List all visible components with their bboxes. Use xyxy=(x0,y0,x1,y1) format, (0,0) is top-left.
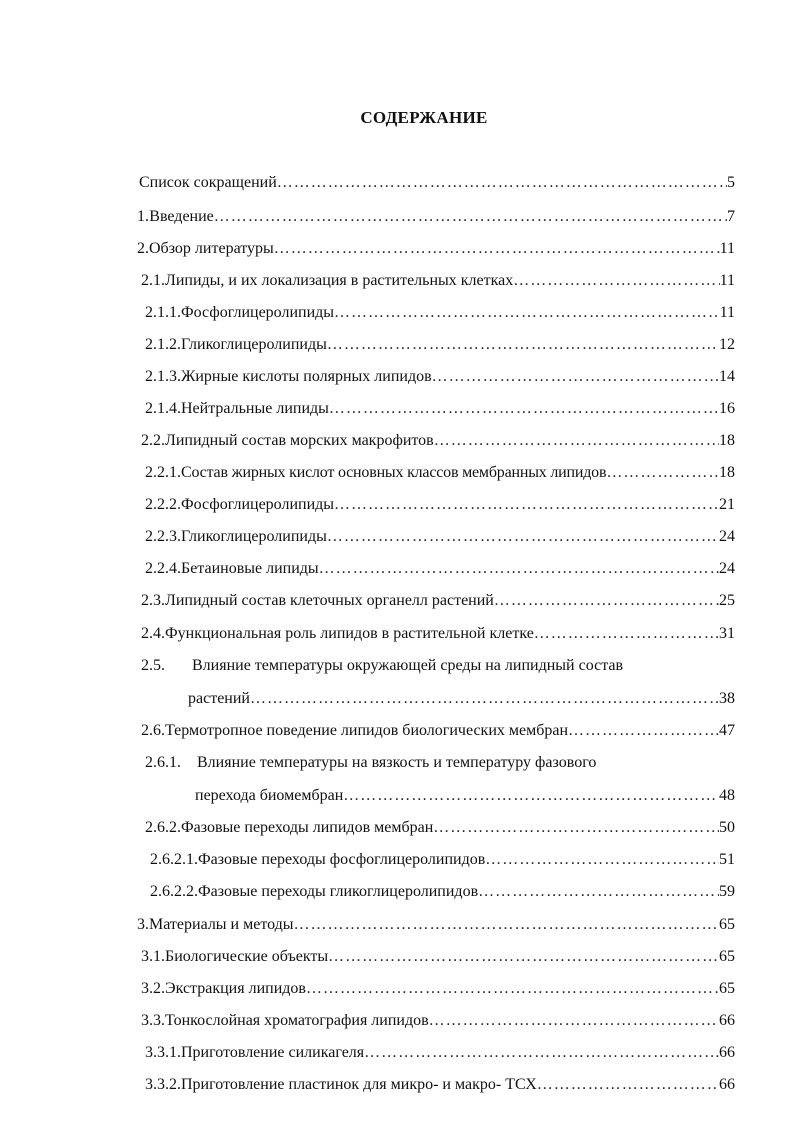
toc-leader-dots xyxy=(534,623,719,645)
toc-entry-label: Липидный состав морских макрофитов xyxy=(165,432,434,449)
toc-entry xyxy=(139,172,735,194)
toc-entry-page: 18 xyxy=(719,432,735,449)
toc-leader-dots xyxy=(274,238,720,260)
toc-entry-label: Состав жирных кислот основных классов мембранных липидов xyxy=(181,464,607,481)
toc-entry xyxy=(141,946,735,968)
toc-leader-dots xyxy=(364,1042,719,1064)
toc-entry-label: Гликоглицеролипиды xyxy=(181,336,327,353)
toc-leader-dots xyxy=(343,785,719,807)
toc-entry-number: 2.1. xyxy=(141,272,165,289)
toc-entry-number: 3.3.2. xyxy=(145,1076,181,1093)
toc-leader-dots xyxy=(334,302,720,324)
toc-entry-page: 5 xyxy=(727,174,735,191)
toc-entry-number: 2.6.1. xyxy=(145,754,181,771)
toc-entry-label: Липидный состав клеточных органелл растений xyxy=(165,592,494,609)
toc-entry-page: 25 xyxy=(719,592,735,609)
toc-entry-label: Введение xyxy=(149,208,214,225)
toc-entry xyxy=(137,914,735,936)
toc-entry-number: 2.1.4. xyxy=(145,400,181,417)
toc-entry-number: 2.1.3. xyxy=(145,368,181,385)
toc-leader-dots xyxy=(277,172,727,194)
toc-leader-dots xyxy=(327,334,719,356)
toc-entry-page: 18 xyxy=(719,464,735,481)
toc-entry-label-continuation: перехода биомембран xyxy=(195,787,344,804)
toc-leader-dots xyxy=(513,270,719,292)
toc-entry xyxy=(137,238,735,260)
toc-entry-label: Жирные кислоты полярных липидов xyxy=(181,368,432,385)
toc-entry-page: 66 xyxy=(719,1012,735,1029)
toc-entry-page: 11 xyxy=(719,240,735,257)
toc-leader-dots xyxy=(294,914,719,936)
toc-entry-page: 7 xyxy=(727,208,735,225)
toc-entry xyxy=(141,720,735,742)
toc-entry-number: 2.2.1. xyxy=(145,464,181,481)
toc-leader-dots xyxy=(537,1074,719,1096)
toc-entry-label: Нейтральные липиды xyxy=(181,400,329,417)
toc-leader-dots xyxy=(478,881,719,903)
toc-entry-page: 66 xyxy=(719,1076,735,1093)
toc-entry-label: Список сокращений xyxy=(139,174,277,191)
toc-entry-label: Экстракция липидов xyxy=(165,980,306,997)
toc-entry-page: 47 xyxy=(719,722,735,739)
toc-entry-number: 2.6.2. xyxy=(145,819,181,836)
toc-entry-label: Приготовление пластинок для микро- и макро- ТСХ xyxy=(181,1076,537,1093)
toc-entry-number: 2.4. xyxy=(141,625,165,642)
toc-entry xyxy=(145,302,735,324)
toc-entry-label: Материалы и методы xyxy=(149,916,294,933)
toc-entry-number: 2.6. xyxy=(141,722,165,739)
page-title: СОДЕРЖАНИЕ xyxy=(360,108,488,127)
toc-entry-number: 2.6.2.2. xyxy=(150,883,198,900)
toc-entry xyxy=(145,462,735,484)
toc-leader-dots xyxy=(334,494,719,516)
toc-entry-page: 50 xyxy=(719,819,735,836)
toc-entry xyxy=(141,270,735,292)
toc-entry xyxy=(141,590,735,612)
toc-entry-page: 59 xyxy=(719,883,735,900)
toc-entry xyxy=(141,623,735,645)
toc-leader-dots xyxy=(214,206,727,228)
toc-entry-label: Бетаиновые липиды xyxy=(181,560,319,577)
toc-leader-dots xyxy=(429,1010,719,1032)
toc-entry-page: 21 xyxy=(719,496,735,513)
toc-entry xyxy=(145,1074,735,1096)
toc-entry-number: 3. xyxy=(137,916,149,933)
toc-entry xyxy=(188,688,735,710)
toc-entry-label: Влияние температуры окружающей среды на липидный состав xyxy=(192,657,624,674)
toc-entry-page: 66 xyxy=(719,1044,735,1061)
toc-leader-dots xyxy=(494,590,719,612)
toc-entry-label: Влияние температуры на вязкость и температуру фазового xyxy=(197,754,597,771)
toc-entry-label: Обзор литературы xyxy=(149,240,274,257)
toc-leader-dots xyxy=(485,849,719,871)
toc-entry-label: Гликоглицеролипиды xyxy=(181,528,327,545)
toc-entry-number: 2.1.1. xyxy=(145,304,181,321)
toc-entry-number: 3.1. xyxy=(141,948,165,965)
toc-entry-page: 24 xyxy=(719,560,735,577)
toc-entry-number: 1. xyxy=(137,208,149,225)
toc-entry-label-continuation: растений xyxy=(188,690,250,707)
toc-entry-first-line xyxy=(141,655,623,677)
toc-entry-number: 2.6.2.1. xyxy=(150,851,198,868)
toc-leader-dots xyxy=(329,398,719,420)
toc-entry-number: 2.5. xyxy=(141,657,165,674)
toc-entry-number: 3.2. xyxy=(141,980,165,997)
toc-entry-number: 2. xyxy=(137,240,149,257)
toc-entry-number: 2.2.2. xyxy=(145,496,181,513)
toc-entry-label: Фосфоглицеролипиды xyxy=(181,496,335,513)
toc-entry-page: 38 xyxy=(719,690,735,707)
toc-entry xyxy=(137,206,735,228)
toc-entry xyxy=(150,881,735,903)
toc-entry-number: 3.3. xyxy=(141,1012,165,1029)
toc-leader-dots xyxy=(606,462,719,484)
toc-entry-label: Фазовые переходы фосфоглицеролипидов xyxy=(198,851,486,868)
toc-entry-label: Термотропное поведение липидов биологических мембран xyxy=(165,722,569,739)
toc-leader-dots xyxy=(434,430,719,452)
toc-entry-page: 14 xyxy=(719,368,735,385)
toc-entry xyxy=(145,366,735,388)
toc-leader-dots xyxy=(433,817,719,839)
toc-entry-number: 2.3. xyxy=(141,592,165,609)
toc-leader-dots xyxy=(319,558,719,580)
toc-entry xyxy=(141,430,735,452)
toc-entry-label: Фазовые переходы липидов мембран xyxy=(181,819,434,836)
toc-entry-page: 48 xyxy=(719,787,735,804)
toc-entry xyxy=(195,785,735,807)
toc-entry-page: 65 xyxy=(719,948,735,965)
toc-entry-page: 65 xyxy=(719,980,735,997)
toc-entry-number: 2.2. xyxy=(141,432,165,449)
toc-entry-page: 24 xyxy=(719,528,735,545)
toc-entry-label: Фосфоглицеролипиды xyxy=(181,304,335,321)
toc-entry-label: Функциональная роль липидов в растительной клетке xyxy=(165,625,534,642)
toc-entry xyxy=(150,849,735,871)
toc-leader-dots xyxy=(327,526,719,548)
toc-entry xyxy=(145,398,735,420)
toc-entry-page: 51 xyxy=(719,851,735,868)
toc-entry-page: 11 xyxy=(719,304,735,321)
toc-leader-dots xyxy=(568,720,719,742)
toc-entry-number: 2.1.2. xyxy=(145,336,181,353)
toc-entry-label: Приготовление силикагеля xyxy=(181,1044,365,1061)
toc-entry-first-line xyxy=(145,752,596,774)
toc-entry-label: Липиды, и их локализация в растительных клетках xyxy=(165,272,514,289)
toc-entry-number: 2.2.4. xyxy=(145,560,181,577)
toc-entry-label: Биологические объекты xyxy=(165,948,329,965)
toc-entry xyxy=(145,334,735,356)
toc-entry-label: Тонкослойная хроматография липидов xyxy=(165,1012,429,1029)
toc-entry xyxy=(141,1010,735,1032)
toc-entry-page: 65 xyxy=(719,916,735,933)
toc-entry xyxy=(145,817,735,839)
toc-entry-page: 12 xyxy=(719,336,735,353)
toc-entry xyxy=(145,526,735,548)
toc-entry-number: 3.3.1. xyxy=(145,1044,181,1061)
toc-entry xyxy=(141,978,735,1000)
toc-leader-dots xyxy=(306,978,719,1000)
toc-entry-page: 16 xyxy=(719,400,735,417)
toc-entry-page: 31 xyxy=(719,625,735,642)
toc-entry-number: 2.2.3. xyxy=(145,528,181,545)
toc-leader-dots xyxy=(250,688,719,710)
toc-entry-label: Фазовые переходы гликоглицеролипидов xyxy=(198,883,479,900)
toc-leader-dots xyxy=(328,946,719,968)
toc-entry xyxy=(145,558,735,580)
toc-entry xyxy=(145,1042,735,1064)
toc-entry xyxy=(145,494,735,516)
toc-entry-page: 11 xyxy=(719,272,735,289)
toc-leader-dots xyxy=(432,366,719,388)
